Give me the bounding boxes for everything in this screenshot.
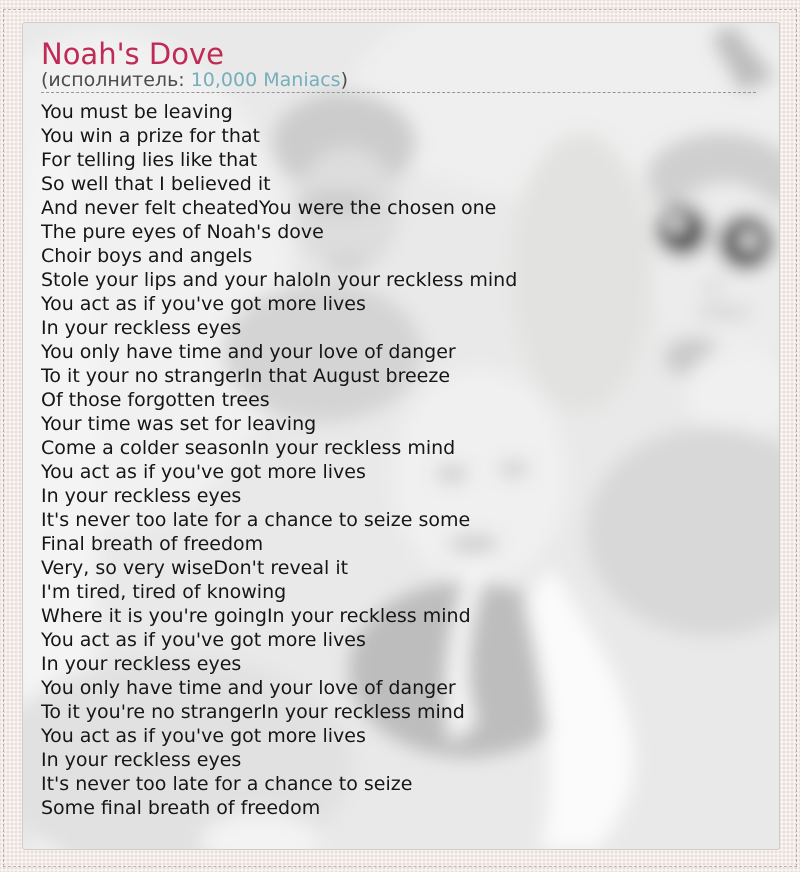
artist-label: (исполнитель: (41, 69, 191, 91)
lyric-line: In your reckless eyes (41, 485, 242, 507)
lyric-line: Your time was set for leaving (41, 413, 317, 435)
lyric-line: You win a prize for that (41, 125, 260, 147)
page-title: Noah's Dove (41, 37, 224, 71)
lyric-line: Some final breath of freedom (41, 797, 321, 819)
lyric-line: In your reckless eyes (41, 317, 242, 339)
lyric-line: Of those forgotten trees (41, 389, 270, 411)
lyric-line: The pure eyes of Noah's dove (41, 221, 324, 243)
lyric-line: Where it is you're goingIn your reckless mind (41, 605, 471, 627)
lyric-line: Stole your lips and your haloIn your reckless mind (41, 269, 518, 291)
lyric-line: In your reckless eyes (41, 653, 242, 675)
lyric-line: To it you're no strangerIn your reckless mind (41, 701, 465, 723)
artist-line-close: ) (340, 69, 349, 91)
lyrics-card (22, 22, 780, 850)
lyric-line: For telling lies like that (41, 149, 258, 171)
lyrics-block (23, 93, 779, 820)
lyric-line: You must be leaving (41, 101, 233, 123)
lyric-line: So well that I believed it (41, 173, 271, 195)
lyric-line: In your reckless eyes (41, 749, 242, 771)
lyric-line: Come a colder seasonIn your reckless mind (41, 437, 456, 459)
lyric-line: You act as if you've got more lives (41, 629, 366, 651)
lyric-line: And never felt cheatedYou were the chosen one (41, 197, 497, 219)
artist-link[interactable]: 10,000 Maniacs (190, 69, 341, 91)
lyric-line: Very, so very wiseDon't reveal it (41, 557, 349, 579)
page-content (23, 23, 779, 820)
lyric-line: You only have time and your love of danger (41, 677, 456, 699)
lyric-line: Final breath of freedom (41, 533, 264, 555)
lyric-line: It's never too late for a chance to seize some (41, 509, 471, 531)
lyric-line: Choir boys and angels (41, 245, 253, 267)
lyric-line: It's never too late for a chance to seize (41, 773, 413, 795)
lyric-line: I'm tired, tired of knowing (41, 581, 287, 603)
song-header (41, 23, 756, 93)
lyric-line: You only have time and your love of danger (41, 341, 456, 363)
lyric-line: To it your no strangerIn that August breeze (41, 365, 451, 387)
lyric-line: You act as if you've got more lives (41, 293, 366, 315)
artist-line (41, 70, 756, 90)
lyric-line: You act as if you've got more lives (41, 725, 366, 747)
lyric-line: You act as if you've got more lives (41, 461, 366, 483)
